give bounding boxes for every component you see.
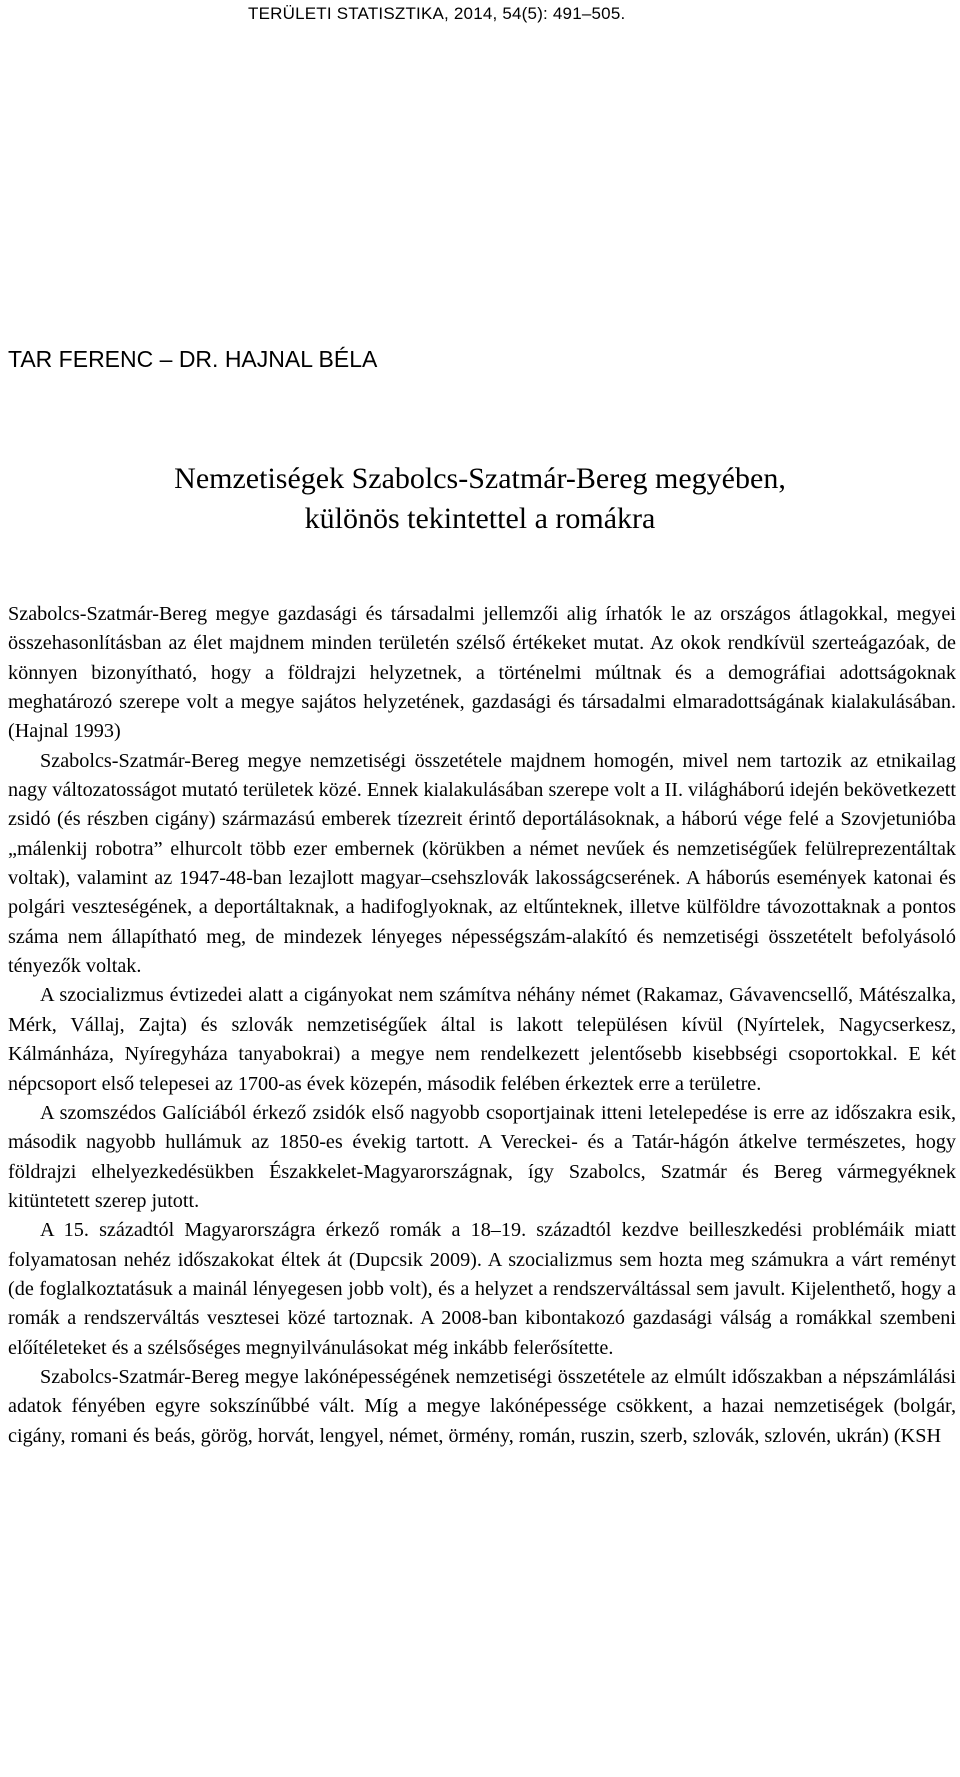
article-title xyxy=(0,459,960,539)
article-title-line-1: Nemzetiségek Szabolcs-Szatmár-Bereg megyében, xyxy=(174,462,786,495)
body-paragraph: Szabolcs-Szatmár-Bereg megye lakónépességének nemzetiségi összetétele az elmúlt időszakban a népszámlálási adatok fényében egyre sokszínűbbé vált. Míg a megye lakónépessége csökkent, a hazai nemzetiségek (bolgár, cigány, romani és beás, görög, horvát, lengyel, német, örmény, román, ruszin, szerb, szlovák, szlovén, ukrán) (KSH xyxy=(8,1365,956,1447)
body-paragraph: A 15. századtól Magyarországra érkező romák a 18–19. századtól kezdve beilleszkedési problémáik miatt folyamatosan nehéz időszakokat éltek át (Dupcsik 2009). A szocializmus sem hozta meg számukra a várt reményt (de foglalkoztatásuk a mainál lényegesen jobb volt), és a helyzet a rendszerváltással sem javult. Kijelenthető, hogy a romák a rendszerváltás vesztesei közé tartoznak. A 2008-ban kibontakozó gazdasági válság a romákkal szembeni előítéleteket és a szélsőséges megnyilvánulásokat még inkább felerősítette. xyxy=(8,1219,956,1359)
body-paragraph: A szocializmus évtizedei alatt a cigányokat nem számítva néhány német (Rakamaz, Gávavencsellő, Mátészalka, Mérk, Vállaj, Zajta) és szlovák nemzetiségűek által is lakott településen kívül (Nyírtelek, Nagycserkesz, Kálmánháza, Nyíregyháza tanyabokrai) a megye nem rendelkezett jelentősebb kisebbségi csoportokkal. E két népcsoport első telepesei az 1700-as évek közepén, második felében érkeztek erre a területre. xyxy=(8,984,956,1095)
body-paragraph: A szomszédos Galíciából érkező zsidók első nagyobb csoportjainak itteni letelepedése is erre az időszakra esik, második nagyobb hullámuk az 1850-es évekig tartott. A Vereckei- és a Tatár-hágón átkelve természetes, hogy földrajzi elhelyezkedésükben Északkelet-Magyarországnak, így Szabolcs, Szatmár és Bereg vármegyéknek kitüntetett szerep jutott. xyxy=(8,1101,956,1212)
body-paragraph: Szabolcs-Szatmár-Bereg megye nemzetiségi összetétele majdnem homogén, mivel nem tartozik az etnikailag nagy változatosságot mutató területek közé. Ennek kialakulásában szerepe volt a II. világháború idején bekövetkezett zsidó (és részben cigány) származású emberek tízezreit érintő deportálásoknak, a háború vége felé a Szovjetunióba „málenkij robotra” elhurcolt több ezer embernek (körükben a német nevűek és nemzetiségűek felülreprezentáltak voltak), valamint az 1947-48-ban lezajlott magyar–csehszlovák lakosságcserének. A háborús események katonai és polgári veszteségének, a deportáltaknak, a hadifoglyoknak, az eltűnteknek, illetve külföldre távozottaknak a pontos száma nem állapítható meg, de mindezek lényeges népességszám-alakító és nemzetiségi összetételt befolyásoló tényezők voltak. xyxy=(8,749,956,978)
article-title-line-2: különös tekintettel a romákra xyxy=(304,502,656,535)
abstract-paragraph: Szabolcs-Szatmár-Bereg megye gazdasági és társadalmi jellemzői alig írhatók le az országos átlagokkal, megyei összehasonlításban az élet majdnem minden területén szélső értékeket mutat. Az okok rendkívül szerteágazóak, de könnyen bizonyítható, hogy a földrajzi helyzetnek, a történelmi múltnak és a demográfiai adottságoknak meghatározó szerepe volt a megye sajátos helyzetének, gazdasági és társadalmi elmaradottságának kialakulásában. (Hajnal 1993) xyxy=(8,603,956,743)
article-body xyxy=(8,600,956,1451)
journal-header: TERÜLETI STATISZTIKA, 2014, 54(5): 491–505. xyxy=(248,4,626,23)
authors: TAR FERENC – DR. HAJNAL BÉLA xyxy=(8,346,378,372)
